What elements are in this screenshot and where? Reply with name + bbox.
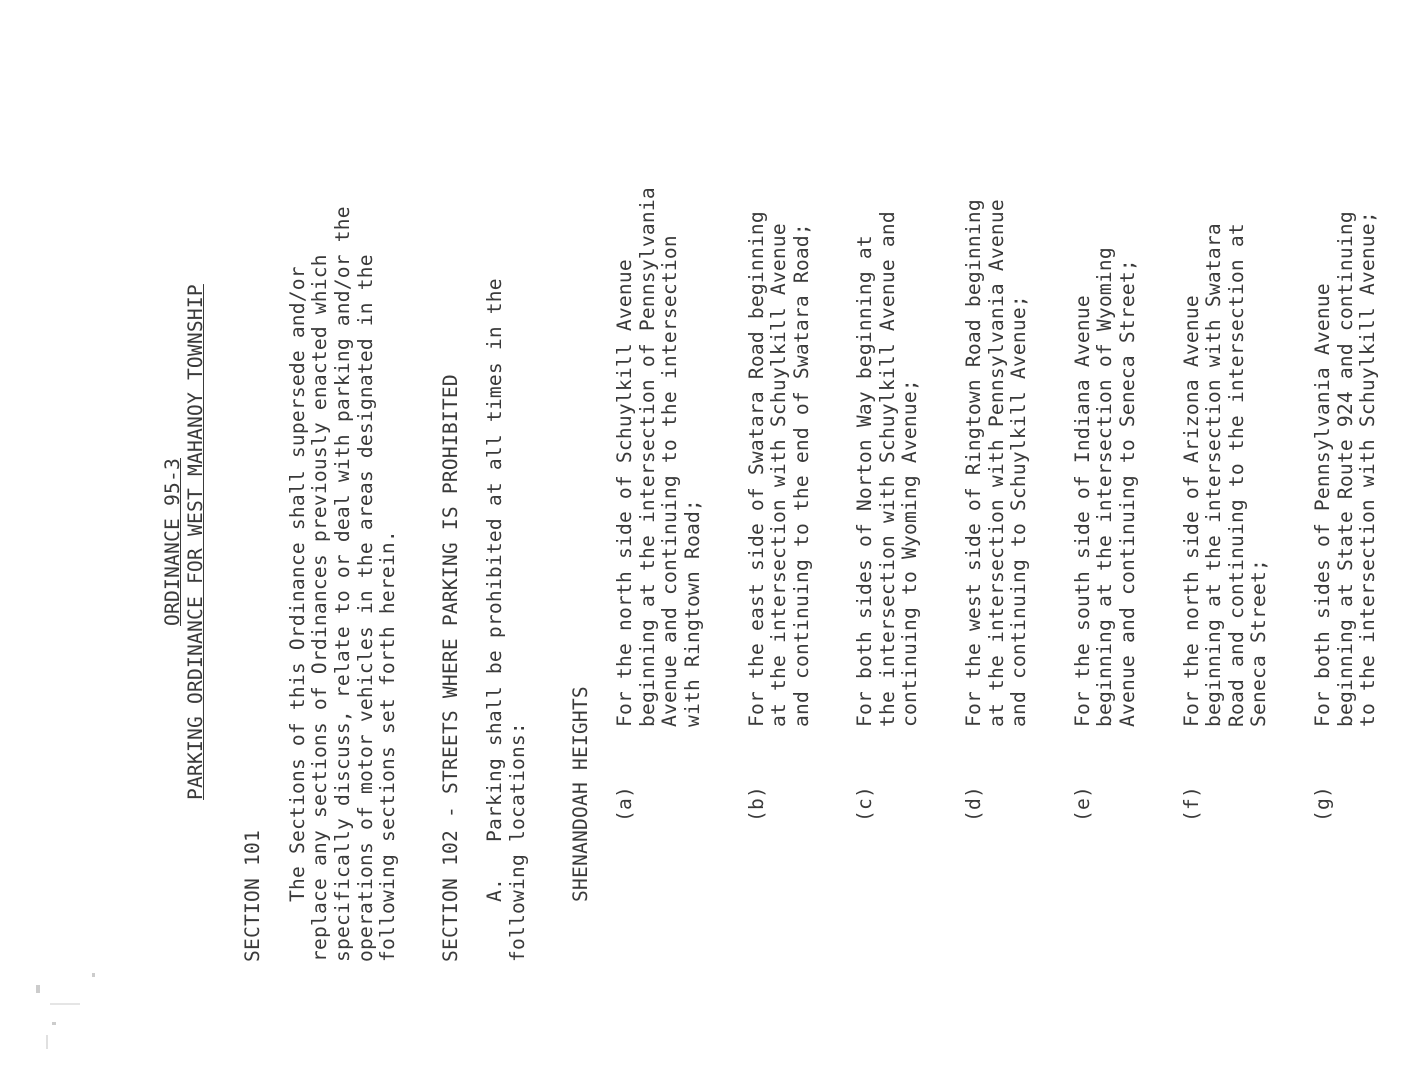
scan-speck (50, 1003, 80, 1005)
item-text: For the west side of Ringtown Road beginning at the intersection with Pennsylvania Avenue and continuing to Schuylkill Avenue; (962, 199, 1031, 727)
list-item (1181, 202, 1271, 822)
item-text: For both sides of Norton Way beginning at the intersection with Schuylkill Avenue and continuing to Wyoming Avenue; (853, 211, 922, 727)
item-letter: (f) (1179, 786, 1203, 822)
list-item (1312, 202, 1380, 822)
section-101-body: The Sections of this Ordinance shall supersede and/or replace any sections of Ordinances previously enacted which specifically discuss, relate to or deal with parking and/or the operations of motor vehicles in the areas designated in the following sections set forth herein. (285, 206, 400, 962)
item-letter: (a) (613, 786, 637, 822)
scan-speck (52, 1022, 56, 1025)
list-item (1072, 202, 1140, 822)
list-item (854, 202, 922, 822)
item-text: For the north side of Arizona Avenue beginning at the intersection with Swatara Road and continuing to the intersection at Seneca Street; (1179, 223, 1271, 727)
item-letter: (e) (1070, 786, 1094, 822)
item-letter: (b) (744, 786, 768, 822)
list-item (746, 202, 814, 822)
list-item (613, 187, 704, 822)
item-text: For the south side of Indiana Avenue beginning at the intersection of Wyoming Avenue and continuing to Seneca Street; (1070, 247, 1140, 727)
section-101-heading: SECTION 101 (241, 830, 265, 962)
item-letter: (c) (853, 786, 877, 822)
item-text: For both sides of Pennsylvania Avenue beginning at State Route 924 and continuing to the intersection with Schuylkill Avenue; (1311, 211, 1380, 727)
scan-speck (36, 985, 40, 993)
section-102-heading: SECTION 102 - STREETS WHERE PARKING IS PROHIBITED (438, 374, 462, 962)
shenandoah-heights-heading: SHENANDOAH HEIGHTS (568, 686, 592, 962)
item-text: For the north side of Schuylkill Avenue beginning at the intersection of Pennsylvania Avenue and continuing to the intersection with Ringtown Road; (613, 187, 704, 727)
scan-speck (46, 1035, 48, 1049)
ordinance-document (161, 187, 1380, 962)
list-item (962, 199, 1031, 822)
item-letter: (g) (1311, 786, 1334, 822)
item-text: For the east side of Swatara Road beginning at the intersection with Schuylkill Avenue and continuing to the end of Swatara Road; (744, 211, 813, 727)
ordinance-subtitle: PARKING ORDINANCE FOR WEST MAHANOY TOWNSHIP (183, 284, 207, 800)
section-102-body: A. Parking shall be prohibited at all times in the following locations: (483, 278, 529, 962)
item-letter: (d) (962, 786, 986, 822)
scan-speck (92, 973, 95, 977)
ordinance-title: ORDINANCE 95-3 (161, 458, 184, 626)
